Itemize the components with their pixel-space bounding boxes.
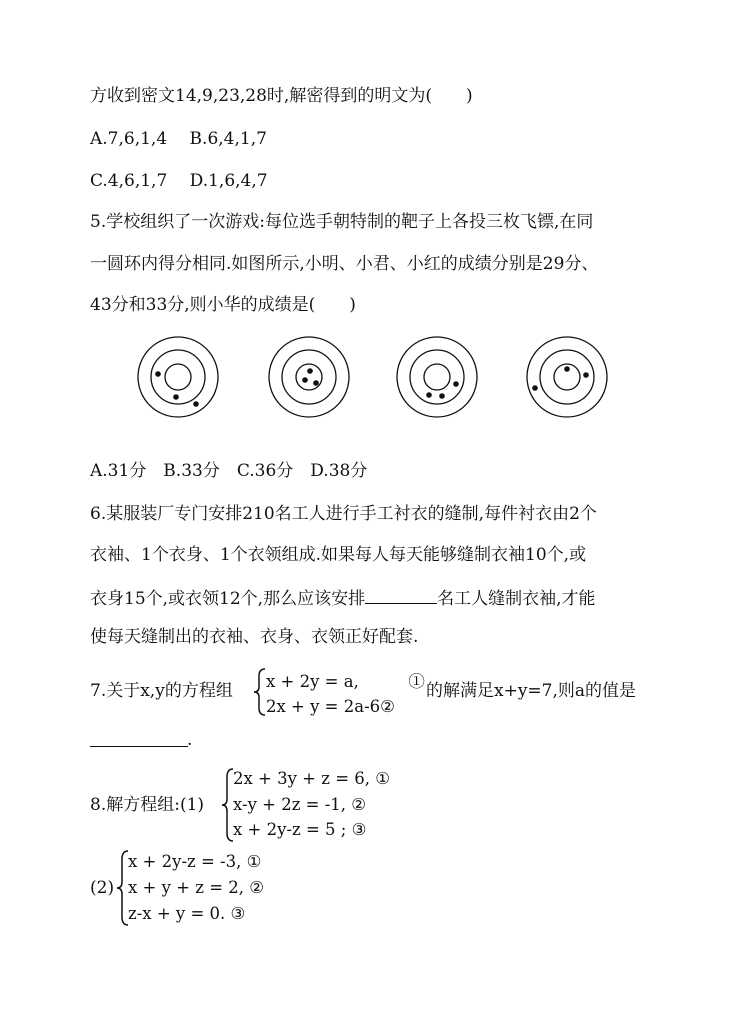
options-line-1: A.7,6,1,4 B.6,4,1,7 [90,129,267,149]
dart-dot [155,371,161,377]
dart-dot [307,368,313,374]
target-xiaohong [397,337,477,450]
text-line-1: 方收到密文14,9,23,28时,解密得到的明文为( ) [90,86,473,106]
brace-icon [253,668,267,716]
q8-1-eq-1: 2x + 3y + z = 6, ① [233,769,391,788]
q6-line-3-post: 名工人缝制衣袖,才能 [437,589,596,609]
q6-line-3 [90,589,595,608]
q7-eq-1: x + 2y = a, ① [266,672,425,691]
target-xiaojun [269,337,349,450]
q8-1-eq-3: x + 2y-z = 5 ; ③ [233,820,367,839]
answer-blank-q7 [90,746,188,747]
options-line-2: C.4,6,1,7 D.1,6,4,7 [90,171,268,191]
q7-prefix: 7.关于x,y的方程组 [90,681,233,701]
dart-dot [583,372,589,378]
answer-blank [365,589,437,604]
q5-options: A.31分 B.33分 C.36分 D.38分 [90,461,368,481]
q8-2-eq-1: x + 2y-z = -3, ① [128,852,262,871]
q8-prefix: 8.解方程组:(1) [90,795,205,815]
q8-2-eq-2: x + y + z = 2, ② [128,878,265,897]
q5-line-2: 一圆环内得分相同.如图所示,小明、小君、小红的成绩分别是29分、 [90,254,599,274]
dart-dot [302,377,308,383]
q6-line-2: 衣袖、1个衣身、1个衣领组成.如果每人每天能够缝制衣袖10个,或 [90,545,587,565]
q5-line-3: 43分和33分,则小华的成绩是( ) [90,295,356,315]
q7-suffix: 的解满足x+y=7,则a的值是 [426,681,637,701]
dart-dot [173,394,179,400]
q6-line-3-pre: 衣身15个,或衣领12个,那么应该安排 [90,589,366,609]
q7-end: . [187,730,193,750]
q8-2-prefix: (2) [90,878,115,898]
q5-line-1: 5.学校组织了一次游戏:每位选手朝特制的靶子上各投三枚飞镖,在同 [90,212,594,232]
dart-dot [564,366,570,372]
dart-dot [453,381,459,387]
dart-dot [313,380,319,386]
target-xiaohua [527,337,607,450]
q6-line-1: 6.某服装厂专门安排210名工人进行手工衬衣的缝制,每件衬衣由2个 [90,504,597,524]
dart-targets-figure [0,330,745,450]
dart-dot [532,385,538,391]
target-xiaoming [138,337,218,450]
q8-2-eq-3: z-x + y = 0. ③ [128,904,246,923]
q8-1-eq-2: x-y + 2z = -1, ② [233,795,367,814]
dart-dot [193,401,199,407]
q6-line-4: 使每天缝制出的衣袖、衣身、衣领正好配套. [90,627,419,647]
dart-dot [439,393,445,399]
dart-dot [426,392,432,398]
q7-eq-2: 2x + y = 2a-6② [266,697,395,716]
